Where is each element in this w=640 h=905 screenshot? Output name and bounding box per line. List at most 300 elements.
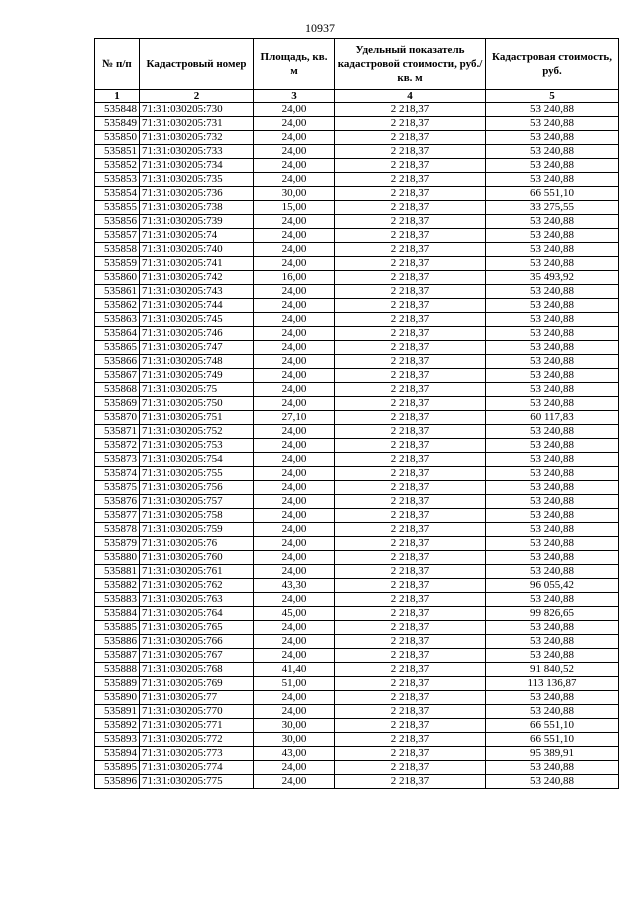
row-index: 535892 <box>95 719 140 733</box>
row-index: 535877 <box>95 509 140 523</box>
cadastral-number: 71:31:030205:774 <box>140 761 254 775</box>
unit-value: 2 218,37 <box>335 131 486 145</box>
row-index: 535895 <box>95 761 140 775</box>
row-index: 535866 <box>95 355 140 369</box>
cadastral-value: 53 240,88 <box>486 383 619 397</box>
unit-value: 2 218,37 <box>335 159 486 173</box>
cadastral-number: 71:31:030205:757 <box>140 495 254 509</box>
table-row <box>95 187 619 201</box>
unit-value: 2 218,37 <box>335 537 486 551</box>
table-row <box>95 677 619 691</box>
cadastral-number: 71:31:030205:755 <box>140 467 254 481</box>
cadastral-value: 53 240,88 <box>486 761 619 775</box>
cadastral-value: 53 240,88 <box>486 467 619 481</box>
row-index: 535883 <box>95 593 140 607</box>
area: 24,00 <box>254 621 335 635</box>
row-index: 535857 <box>95 229 140 243</box>
cadastral-number: 71:31:030205:756 <box>140 481 254 495</box>
area: 15,00 <box>254 201 335 215</box>
row-index: 535867 <box>95 369 140 383</box>
unit-value: 2 218,37 <box>335 355 486 369</box>
unit-value: 2 218,37 <box>335 705 486 719</box>
area: 45,00 <box>254 607 335 621</box>
area: 51,00 <box>254 677 335 691</box>
area: 24,00 <box>254 397 335 411</box>
table-row <box>95 439 619 453</box>
cadastral-value: 53 240,88 <box>486 537 619 551</box>
area: 24,00 <box>254 215 335 229</box>
area: 24,00 <box>254 117 335 131</box>
column-number: 4 <box>335 90 486 103</box>
table-row <box>95 201 619 215</box>
header-unit-value: Удельный показатель кадастровой стоимости, руб./кв. м <box>335 39 486 90</box>
row-index: 535874 <box>95 467 140 481</box>
row-index: 535864 <box>95 327 140 341</box>
area: 24,00 <box>254 523 335 537</box>
unit-value: 2 218,37 <box>335 579 486 593</box>
unit-value: 2 218,37 <box>335 663 486 677</box>
unit-value: 2 218,37 <box>335 523 486 537</box>
cadastral-value: 33 275,55 <box>486 201 619 215</box>
cadastral-number: 71:31:030205:741 <box>140 257 254 271</box>
cadastral-table <box>94 38 619 789</box>
area: 24,00 <box>254 439 335 453</box>
cadastral-value: 53 240,88 <box>486 145 619 159</box>
area: 24,00 <box>254 565 335 579</box>
cadastral-value: 53 240,88 <box>486 229 619 243</box>
row-index: 535862 <box>95 299 140 313</box>
header-cadastral-value: Кадастровая стоимость, руб. <box>486 39 619 90</box>
cadastral-value: 99 826,65 <box>486 607 619 621</box>
table-row <box>95 313 619 327</box>
cadastral-number: 71:31:030205:738 <box>140 201 254 215</box>
unit-value: 2 218,37 <box>335 103 486 117</box>
cadastral-value: 53 240,88 <box>486 313 619 327</box>
column-number-row <box>95 90 619 103</box>
area: 24,00 <box>254 691 335 705</box>
area: 43,30 <box>254 579 335 593</box>
cadastral-number: 71:31:030205:759 <box>140 523 254 537</box>
unit-value: 2 218,37 <box>335 761 486 775</box>
cadastral-value: 66 551,10 <box>486 733 619 747</box>
table-row <box>95 131 619 145</box>
area: 27,10 <box>254 411 335 425</box>
cadastral-value: 53 240,88 <box>486 327 619 341</box>
area: 24,00 <box>254 257 335 271</box>
unit-value: 2 218,37 <box>335 425 486 439</box>
area: 43,00 <box>254 747 335 761</box>
table-row <box>95 383 619 397</box>
table-row <box>95 579 619 593</box>
unit-value: 2 218,37 <box>335 383 486 397</box>
unit-value: 2 218,37 <box>335 173 486 187</box>
area: 24,00 <box>254 299 335 313</box>
row-index: 535894 <box>95 747 140 761</box>
unit-value: 2 218,37 <box>335 341 486 355</box>
row-index: 535875 <box>95 481 140 495</box>
table-row <box>95 593 619 607</box>
table-row <box>95 733 619 747</box>
table-row <box>95 369 619 383</box>
table-row <box>95 747 619 761</box>
table-row <box>95 145 619 159</box>
cadastral-value: 53 240,88 <box>486 635 619 649</box>
cadastral-number: 71:31:030205:758 <box>140 509 254 523</box>
row-index: 535870 <box>95 411 140 425</box>
table-row <box>95 509 619 523</box>
cadastral-number: 71:31:030205:751 <box>140 411 254 425</box>
header-area: Площадь, кв. м <box>254 39 335 90</box>
cadastral-number: 71:31:030205:745 <box>140 313 254 327</box>
cadastral-number: 71:31:030205:734 <box>140 159 254 173</box>
table-row <box>95 229 619 243</box>
row-index: 535855 <box>95 201 140 215</box>
column-number: 3 <box>254 90 335 103</box>
unit-value: 2 218,37 <box>335 257 486 271</box>
area: 24,00 <box>254 649 335 663</box>
unit-value: 2 218,37 <box>335 145 486 159</box>
unit-value: 2 218,37 <box>335 775 486 789</box>
area: 41,40 <box>254 663 335 677</box>
cadastral-value: 53 240,88 <box>486 299 619 313</box>
cadastral-number: 71:31:030205:766 <box>140 635 254 649</box>
cadastral-value: 53 240,88 <box>486 649 619 663</box>
area: 24,00 <box>254 173 335 187</box>
row-index: 535887 <box>95 649 140 663</box>
cadastral-value: 53 240,88 <box>486 117 619 131</box>
cadastral-number: 71:31:030205:77 <box>140 691 254 705</box>
area: 24,00 <box>254 327 335 341</box>
row-index: 535880 <box>95 551 140 565</box>
table-row <box>95 719 619 733</box>
table-row <box>95 159 619 173</box>
row-index: 535859 <box>95 257 140 271</box>
table-row <box>95 663 619 677</box>
cadastral-value: 95 389,91 <box>486 747 619 761</box>
table-row <box>95 411 619 425</box>
unit-value: 2 218,37 <box>335 313 486 327</box>
row-index: 535881 <box>95 565 140 579</box>
unit-value: 2 218,37 <box>335 495 486 509</box>
area: 24,00 <box>254 159 335 173</box>
table-row <box>95 761 619 775</box>
area: 24,00 <box>254 355 335 369</box>
unit-value: 2 218,37 <box>335 733 486 747</box>
row-index: 535872 <box>95 439 140 453</box>
unit-value: 2 218,37 <box>335 215 486 229</box>
cadastral-value: 53 240,88 <box>486 523 619 537</box>
cadastral-value: 53 240,88 <box>486 425 619 439</box>
area: 30,00 <box>254 187 335 201</box>
cadastral-number: 71:31:030205:736 <box>140 187 254 201</box>
area: 30,00 <box>254 719 335 733</box>
table-row <box>95 467 619 481</box>
table-row <box>95 537 619 551</box>
cadastral-number: 71:31:030205:730 <box>140 103 254 117</box>
unit-value: 2 218,37 <box>335 747 486 761</box>
cadastral-value: 53 240,88 <box>486 257 619 271</box>
area: 24,00 <box>254 341 335 355</box>
area: 24,00 <box>254 383 335 397</box>
row-index: 535896 <box>95 775 140 789</box>
unit-value: 2 218,37 <box>335 621 486 635</box>
cadastral-value: 53 240,88 <box>486 369 619 383</box>
area: 24,00 <box>254 467 335 481</box>
cadastral-value: 53 240,88 <box>486 243 619 257</box>
area: 24,00 <box>254 775 335 789</box>
table-row <box>95 775 619 789</box>
cadastral-number: 71:31:030205:742 <box>140 271 254 285</box>
row-index: 535856 <box>95 215 140 229</box>
cadastral-number: 71:31:030205:770 <box>140 705 254 719</box>
unit-value: 2 218,37 <box>335 453 486 467</box>
table-row <box>95 271 619 285</box>
cadastral-value: 53 240,88 <box>486 621 619 635</box>
cadastral-value: 53 240,88 <box>486 551 619 565</box>
cadastral-number: 71:31:030205:76 <box>140 537 254 551</box>
cadastral-number: 71:31:030205:771 <box>140 719 254 733</box>
cadastral-number: 71:31:030205:75 <box>140 383 254 397</box>
table-row <box>95 621 619 635</box>
cadastral-value: 53 240,88 <box>486 481 619 495</box>
cadastral-number: 71:31:030205:731 <box>140 117 254 131</box>
cadastral-number: 71:31:030205:768 <box>140 663 254 677</box>
cadastral-number: 71:31:030205:765 <box>140 621 254 635</box>
cadastral-number: 71:31:030205:735 <box>140 173 254 187</box>
table-row <box>95 299 619 313</box>
area: 24,00 <box>254 453 335 467</box>
row-index: 535876 <box>95 495 140 509</box>
cadastral-value: 113 136,87 <box>486 677 619 691</box>
table-row <box>95 551 619 565</box>
row-index: 535888 <box>95 663 140 677</box>
unit-value: 2 218,37 <box>335 187 486 201</box>
cadastral-number: 71:31:030205:752 <box>140 425 254 439</box>
column-number: 1 <box>95 90 140 103</box>
row-index: 535869 <box>95 397 140 411</box>
unit-value: 2 218,37 <box>335 439 486 453</box>
unit-value: 2 218,37 <box>335 117 486 131</box>
row-index: 535849 <box>95 117 140 131</box>
column-number: 2 <box>140 90 254 103</box>
row-index: 535884 <box>95 607 140 621</box>
cadastral-value: 60 117,83 <box>486 411 619 425</box>
area: 24,00 <box>254 509 335 523</box>
cadastral-number: 71:31:030205:732 <box>140 131 254 145</box>
table-row <box>95 327 619 341</box>
unit-value: 2 218,37 <box>335 649 486 663</box>
cadastral-value: 53 240,88 <box>486 691 619 705</box>
row-index: 535871 <box>95 425 140 439</box>
cadastral-number: 71:31:030205:764 <box>140 607 254 621</box>
unit-value: 2 218,37 <box>335 411 486 425</box>
unit-value: 2 218,37 <box>335 551 486 565</box>
row-index: 535878 <box>95 523 140 537</box>
row-index: 535861 <box>95 285 140 299</box>
table-row <box>95 607 619 621</box>
unit-value: 2 218,37 <box>335 719 486 733</box>
cadastral-value: 35 493,92 <box>486 271 619 285</box>
area: 24,00 <box>254 103 335 117</box>
table-row <box>95 117 619 131</box>
cadastral-number: 71:31:030205:748 <box>140 355 254 369</box>
row-index: 535868 <box>95 383 140 397</box>
cadastral-value: 53 240,88 <box>486 215 619 229</box>
table-row <box>95 215 619 229</box>
area: 24,00 <box>254 313 335 327</box>
cadastral-value: 53 240,88 <box>486 285 619 299</box>
cadastral-value: 91 840,52 <box>486 663 619 677</box>
cadastral-number: 71:31:030205:744 <box>140 299 254 313</box>
cadastral-number: 71:31:030205:750 <box>140 397 254 411</box>
area: 24,00 <box>254 495 335 509</box>
area: 24,00 <box>254 243 335 257</box>
cadastral-value: 53 240,88 <box>486 705 619 719</box>
column-number: 5 <box>486 90 619 103</box>
row-index: 535858 <box>95 243 140 257</box>
cadastral-number: 71:31:030205:760 <box>140 551 254 565</box>
header-cadastral-number: Кадастровый номер <box>140 39 254 90</box>
unit-value: 2 218,37 <box>335 201 486 215</box>
area: 24,00 <box>254 635 335 649</box>
unit-value: 2 218,37 <box>335 635 486 649</box>
header-row <box>95 39 619 90</box>
area: 24,00 <box>254 229 335 243</box>
row-index: 535885 <box>95 621 140 635</box>
table-row <box>95 565 619 579</box>
area: 16,00 <box>254 271 335 285</box>
cadastral-number: 71:31:030205:761 <box>140 565 254 579</box>
row-index: 535863 <box>95 313 140 327</box>
cadastral-number: 71:31:030205:772 <box>140 733 254 747</box>
cadastral-value: 53 240,88 <box>486 173 619 187</box>
cadastral-value: 53 240,88 <box>486 439 619 453</box>
unit-value: 2 218,37 <box>335 271 486 285</box>
row-index: 535891 <box>95 705 140 719</box>
cadastral-number: 71:31:030205:775 <box>140 775 254 789</box>
table-row <box>95 425 619 439</box>
cadastral-value: 96 055,42 <box>486 579 619 593</box>
cadastral-number: 71:31:030205:749 <box>140 369 254 383</box>
area: 24,00 <box>254 593 335 607</box>
cadastral-value: 53 240,88 <box>486 453 619 467</box>
area: 24,00 <box>254 705 335 719</box>
row-index: 535893 <box>95 733 140 747</box>
unit-value: 2 218,37 <box>335 299 486 313</box>
area: 24,00 <box>254 537 335 551</box>
row-index: 535886 <box>95 635 140 649</box>
cadastral-number: 71:31:030205:74 <box>140 229 254 243</box>
table-body <box>95 103 619 789</box>
row-index: 535853 <box>95 173 140 187</box>
cadastral-value: 53 240,88 <box>486 103 619 117</box>
cadastral-value: 53 240,88 <box>486 159 619 173</box>
table-row <box>95 649 619 663</box>
row-index: 535851 <box>95 145 140 159</box>
area: 24,00 <box>254 481 335 495</box>
area: 24,00 <box>254 425 335 439</box>
unit-value: 2 218,37 <box>335 285 486 299</box>
table-row <box>95 635 619 649</box>
table-row <box>95 691 619 705</box>
unit-value: 2 218,37 <box>335 509 486 523</box>
cadastral-number: 71:31:030205:754 <box>140 453 254 467</box>
cadastral-number: 71:31:030205:753 <box>140 439 254 453</box>
cadastral-number: 71:31:030205:746 <box>140 327 254 341</box>
cadastral-number: 71:31:030205:739 <box>140 215 254 229</box>
cadastral-value: 53 240,88 <box>486 593 619 607</box>
area: 24,00 <box>254 551 335 565</box>
row-index: 535848 <box>95 103 140 117</box>
table-row <box>95 355 619 369</box>
table-row <box>95 705 619 719</box>
table-row <box>95 341 619 355</box>
unit-value: 2 218,37 <box>335 565 486 579</box>
table-row <box>95 257 619 271</box>
row-index: 535882 <box>95 579 140 593</box>
unit-value: 2 218,37 <box>335 607 486 621</box>
table-row <box>95 481 619 495</box>
cadastral-number: 71:31:030205:743 <box>140 285 254 299</box>
cadastral-value: 53 240,88 <box>486 565 619 579</box>
cadastral-value: 53 240,88 <box>486 495 619 509</box>
unit-value: 2 218,37 <box>335 481 486 495</box>
area: 24,00 <box>254 131 335 145</box>
row-index: 535852 <box>95 159 140 173</box>
cadastral-number: 71:31:030205:773 <box>140 747 254 761</box>
table-row <box>95 173 619 187</box>
area: 24,00 <box>254 761 335 775</box>
cadastral-value: 53 240,88 <box>486 355 619 369</box>
cadastral-number: 71:31:030205:740 <box>140 243 254 257</box>
unit-value: 2 218,37 <box>335 397 486 411</box>
cadastral-value: 53 240,88 <box>486 397 619 411</box>
cadastral-value: 53 240,88 <box>486 775 619 789</box>
area: 30,00 <box>254 733 335 747</box>
row-index: 535890 <box>95 691 140 705</box>
table-row <box>95 453 619 467</box>
table-row <box>95 243 619 257</box>
unit-value: 2 218,37 <box>335 243 486 257</box>
cadastral-number: 71:31:030205:769 <box>140 677 254 691</box>
unit-value: 2 218,37 <box>335 369 486 383</box>
row-index: 535873 <box>95 453 140 467</box>
row-index: 535860 <box>95 271 140 285</box>
unit-value: 2 218,37 <box>335 593 486 607</box>
unit-value: 2 218,37 <box>335 677 486 691</box>
cadastral-value: 53 240,88 <box>486 509 619 523</box>
unit-value: 2 218,37 <box>335 691 486 705</box>
cadastral-number: 71:31:030205:747 <box>140 341 254 355</box>
row-index: 535879 <box>95 537 140 551</box>
unit-value: 2 218,37 <box>335 467 486 481</box>
cadastral-number: 71:31:030205:762 <box>140 579 254 593</box>
area: 24,00 <box>254 369 335 383</box>
table-row <box>95 285 619 299</box>
area: 24,00 <box>254 145 335 159</box>
cadastral-number: 71:31:030205:763 <box>140 593 254 607</box>
row-index: 535889 <box>95 677 140 691</box>
header-index: № п/п <box>95 39 140 90</box>
area: 24,00 <box>254 285 335 299</box>
page-number: 10937 <box>305 21 335 35</box>
row-index: 535850 <box>95 131 140 145</box>
cadastral-value: 53 240,88 <box>486 341 619 355</box>
unit-value: 2 218,37 <box>335 327 486 341</box>
cadastral-value: 66 551,10 <box>486 719 619 733</box>
table-row <box>95 103 619 117</box>
table-row <box>95 523 619 537</box>
